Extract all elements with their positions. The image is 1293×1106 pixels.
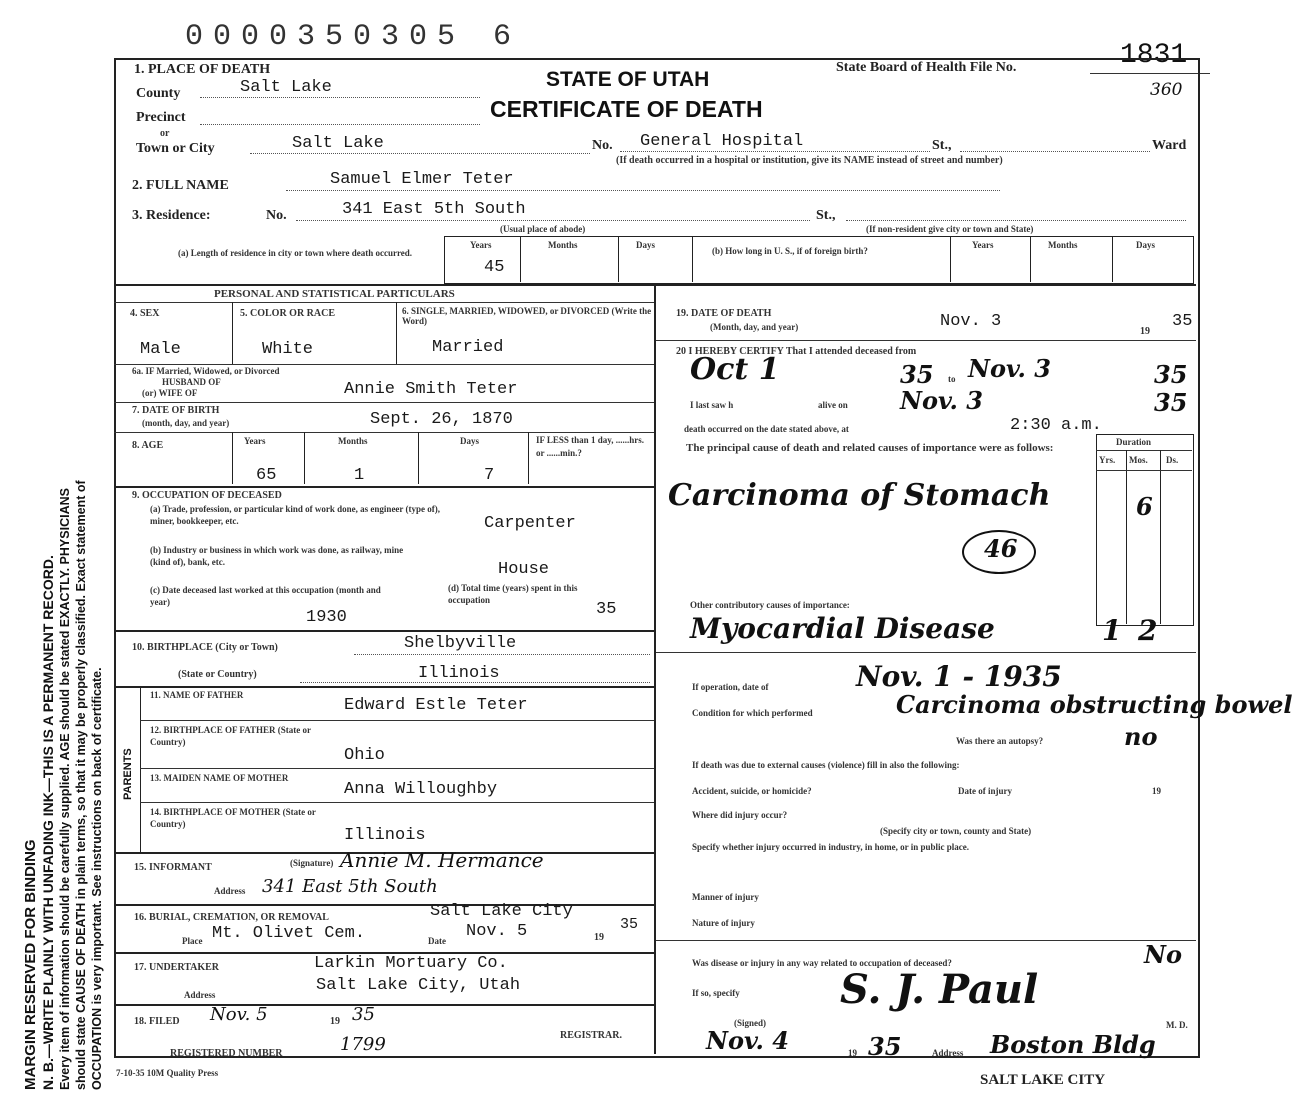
occupation-c-label: (c) Date deceased last worked at this occupation (month and year) (150, 585, 381, 607)
undertaker-name: Larkin Mortuary Co. (314, 954, 508, 973)
registered-number: 1799 (340, 1034, 386, 1055)
marital-label: 6. SINGLE, MARRIED, WIDOWED, or DIVORCED (Write the Word) (402, 306, 652, 326)
contributory-years: 1 (1102, 614, 1122, 647)
certificate-title: CERTIFICATE OF DEATH (490, 96, 763, 122)
residence-value: 341 East 5th South (342, 200, 526, 219)
signed-label: (Signed) (734, 1018, 767, 1028)
birthplace-state: Illinois (418, 664, 500, 683)
dur-mos-label: Mos. (1129, 455, 1148, 465)
residence-street-label: St., (816, 208, 836, 223)
margin-permanent-record: N. B.—WRITE PLAINLY WITH UNFADING INK—THIS IS A PERMANENT RECORD. (40, 555, 56, 1090)
physician-city: SALT LAKE CITY (980, 1072, 1106, 1088)
accident-label: Accident, suicide, or homicide? (692, 786, 812, 796)
mother-name-label: 13. MAIDEN NAME OF MOTHER (150, 773, 289, 783)
or-label: or (160, 128, 170, 139)
time-label: death occurred on the date stated above, at (684, 424, 849, 434)
burial-date: Nov. 5 (466, 922, 528, 941)
father-name: Edward Estle Teter (344, 696, 528, 715)
printer-imprint: 7-10-35 10M Quality Press (116, 1068, 219, 1078)
burial-year-prefix: 19 (594, 932, 604, 943)
dur-ds-label: Ds. (1166, 455, 1179, 465)
occupation-d-value: 35 (596, 600, 617, 619)
signed-year: 35 (868, 1032, 902, 1061)
occupation-a-value: Carpenter (484, 514, 576, 533)
dod-year-prefix: 19 (1140, 326, 1150, 337)
personal-heading: PERSONAL AND STATISTICAL PARTICULARS (214, 288, 455, 300)
abode-note: (Usual place of abode) (500, 224, 586, 234)
father-birthplace: Ohio (344, 746, 385, 765)
external-causes-label: If death was due to external causes (violence) fill in also the following: (692, 760, 960, 770)
less-than-label: IF LESS than 1 day, ......hrs. or ......min.? (536, 435, 644, 458)
age-label: 8. AGE (132, 440, 164, 451)
us-residence-label: (b) How long in U. S., if of foreign birth? (712, 246, 868, 256)
informant-signature: Annie M. Hermance (340, 848, 544, 872)
dur-yrs-label: Yrs. (1099, 455, 1116, 465)
county-value: Salt Lake (240, 78, 332, 97)
autopsy-label: Was there an autopsy? (956, 736, 1044, 746)
undertaker-address: Salt Lake City, Utah (316, 976, 521, 995)
microfilm-number: 0000350305 6 (185, 20, 522, 54)
attended-to-year: 35 (1154, 360, 1188, 389)
residence-length-label: (a) Length of residence in city or town where death occurred. (177, 248, 413, 258)
occupation-a-label: (a) Trade, profession, or particular kind of work done, as engineer (type of), miner, bookkeeper, etc. (150, 504, 440, 526)
attended-to: Nov. 3 (968, 354, 1051, 383)
dob-value: Sept. 26, 1870 (370, 410, 513, 429)
residence-no-label: No. (266, 208, 287, 223)
res-days-label: Days (636, 240, 656, 250)
filed-year: 35 (352, 1004, 375, 1025)
age-months-label: Months (338, 436, 368, 446)
informant-address-label: Address (214, 886, 246, 896)
us-months-label: Months (1048, 240, 1078, 250)
cause-label: The principal cause of death and related causes of importance were as follows: (686, 442, 1054, 454)
occupation-b-label: (b) Industry or business in which work was done, as railway, mine (kind of), bank, etc. (150, 545, 404, 567)
residence-years-value: 45 (484, 258, 505, 277)
burial-place-label: Place (182, 936, 203, 946)
margin-instruction-1: Every item of information should be carefully supplied. AGE should be stated EXACTLY. PHYSICIANS (58, 488, 72, 1090)
color-label: 5. COLOR OR RACE (240, 308, 336, 319)
birthplace-state-label: (State or Country) (178, 669, 257, 680)
spouse-label-2: HUSBAND OF (162, 377, 221, 387)
manner-label: Manner of injury (692, 892, 759, 902)
margin-instruction-2: should state CAUSE OF DEATH in plain terms, so that it may be properly classified. Exact statement of (74, 480, 88, 1090)
date-of-death: Nov. 3 (940, 312, 1002, 331)
operation-date: Nov. 1 - 1935 (856, 660, 1062, 693)
number-label: No. (592, 138, 613, 153)
occupation-d-label: (d) Total time (years) spent in this occupation (448, 583, 578, 605)
mother-name: Anna Willoughby (344, 780, 498, 799)
contributory-months: 2 (1138, 614, 1158, 647)
precinct-label: Precinct (136, 110, 186, 125)
institution-note: (If death occurred in a hospital or institution, give its NAME instead of street and number) (616, 155, 1003, 166)
injury-where-label: Where did injury occur? (692, 810, 788, 820)
res-years-label: Years (470, 240, 492, 250)
last-saw-year: 35 (1154, 388, 1188, 417)
attended-from-year: 35 (900, 360, 934, 389)
md-label: M. D. (1166, 1020, 1188, 1030)
parents-side-label: PARENTS (122, 748, 134, 800)
injury-date-label: Date of injury (958, 786, 1012, 796)
operation-label: If operation, date of (692, 682, 769, 692)
informant-address: 341 East 5th South (262, 876, 438, 897)
sex-value: Male (140, 340, 181, 359)
occupation-b-value: House (498, 560, 550, 579)
injury-year-prefix: 19 (1152, 786, 1161, 796)
attended-from: Oct 1 (690, 352, 780, 387)
last-saw-label: I last saw h (690, 400, 734, 410)
birthplace-city: Shelbyville (404, 634, 517, 653)
dod-year: 35 (1172, 312, 1193, 331)
to-label: to (948, 374, 956, 384)
full-name-value: Samuel Elmer Teter (330, 170, 514, 189)
signed-date: Nov. 4 (706, 1026, 789, 1055)
burial-year: 35 (620, 916, 639, 933)
institution-value: General Hospital (640, 132, 804, 151)
occupation-label: 9. OCCUPATION OF DECEASED (132, 490, 282, 501)
father-birthplace-label: 12. BIRTHPLACE OF FATHER (State or Country) (150, 725, 311, 747)
registered-number-label: REGISTERED NUMBER (170, 1048, 283, 1059)
margin-instruction-3: OCCUPATION is very important. See instructions on back of certificate. (90, 667, 104, 1090)
marital-value: Married (432, 338, 504, 357)
occupation-related-label: Was disease or injury in any way related to occupation of deceased? (692, 958, 952, 968)
age-years-value: 65 (256, 466, 277, 485)
principal-cause-months: 6 (1136, 492, 1153, 521)
state-title: STATE OF UTAH (546, 68, 710, 91)
burial-label: 16. BURIAL, CREMATION, OR REMOVAL (134, 912, 329, 923)
town-label: Town or City (136, 141, 215, 156)
street-label: St., (932, 138, 952, 153)
us-days-label: Days (1136, 240, 1156, 250)
father-name-label: 11. NAME OF FATHER (150, 690, 244, 700)
county-label: County (136, 86, 181, 101)
dob-sub: (month, day, and year) (142, 418, 230, 428)
last-saw-suffix: alive on (818, 400, 848, 410)
file-number-2: 360 (1150, 80, 1183, 100)
filed-year-prefix: 19 (330, 1016, 340, 1027)
spouse-label-1: 6a. IF Married, Widowed, or Divorced (132, 366, 280, 376)
file-number: 1831 (1120, 40, 1188, 71)
spouse-label-3: (or) WIFE OF (142, 388, 198, 398)
age-days-value: 7 (484, 466, 495, 485)
full-name-label: 2. FULL NAME (132, 178, 229, 193)
signature-label: (Signature) (290, 858, 334, 868)
autopsy-value: no (1124, 722, 1158, 751)
physician-signature: S. J. Paul (840, 966, 1039, 1013)
injury-where-sub: (Specify city or town, county and State) (880, 826, 1032, 836)
condition-label: Condition for which performed (692, 708, 813, 718)
color-value: White (262, 340, 314, 359)
nature-label: Nature of injury (692, 918, 755, 928)
file-number-label: State Board of Health File No. (836, 60, 1017, 75)
burial-city: Salt Lake City (430, 902, 573, 921)
margin-binding-label: MARGIN RESERVED FOR BINDING (22, 839, 39, 1090)
time-of-death: 2:30 a.m. (1010, 416, 1102, 435)
occupation-related-value: No (1144, 940, 1182, 969)
res-months-label: Months (548, 240, 578, 250)
dob-label: 7. DATE OF BIRTH (132, 405, 220, 416)
contributory-label: Other contributory causes of importance: (690, 600, 850, 610)
injury-specify-label: Specify whether injury occurred in industry, in home, or in public place. (692, 842, 970, 852)
informant-label: 15. INFORMANT (134, 862, 212, 873)
if-so-label: If so, specify (692, 988, 740, 998)
age-months-value: 1 (354, 466, 365, 485)
sex-label: 4. SEX (130, 308, 160, 319)
place-of-death-label: 1. PLACE OF DEATH (134, 62, 271, 77)
date-of-death-sub: (Month, day, and year) (710, 322, 799, 332)
town-value: Salt Lake (292, 134, 384, 153)
occupation-c-value: 1930 (306, 608, 347, 627)
date-of-death-label: 19. DATE OF DEATH (676, 308, 772, 319)
age-years-label: Years (244, 436, 266, 446)
mother-birthplace-label: 14. BIRTHPLACE OF MOTHER (State or Country) (150, 807, 316, 829)
nonresident-note: (If non-resident give city or town and State) (866, 224, 1034, 234)
physician-address-label: Address (932, 1048, 964, 1058)
cause-code: 46 (984, 534, 1018, 563)
age-days-label: Days (460, 436, 480, 446)
duration-label: Duration (1116, 437, 1152, 447)
us-years-label: Years (972, 240, 994, 250)
last-saw-date: Nov. 3 (900, 386, 983, 415)
undertaker-label: 17. UNDERTAKER (134, 962, 220, 973)
condition-value: Carcinoma obstructing bowel (896, 690, 1293, 719)
physician-address: Boston Bldg (990, 1030, 1156, 1059)
birthplace-label: 10. BIRTHPLACE (City or Town) (132, 642, 278, 653)
mother-birthplace: Illinois (344, 826, 426, 845)
registrar-label: REGISTRAR. (560, 1030, 622, 1041)
principal-cause: Carcinoma of Stomach (668, 478, 1051, 513)
signed-year-prefix: 19 (848, 1048, 857, 1058)
spouse-value: Annie Smith Teter (344, 380, 518, 399)
burial-date-label: Date (428, 936, 446, 946)
filed-date: Nov. 5 (210, 1004, 268, 1025)
filed-label: 18. FILED (134, 1016, 180, 1027)
burial-place: Mt. Olivet Cem. (212, 924, 366, 943)
residence-label: 3. Residence: (132, 208, 211, 223)
certify-label: 20 I HEREBY CERTIFY That I attended deceased from (676, 346, 917, 357)
undertaker-address-label: Address (184, 990, 216, 1000)
contributory-cause: Myocardial Disease (690, 612, 995, 645)
ward-label: Ward (1152, 138, 1187, 153)
